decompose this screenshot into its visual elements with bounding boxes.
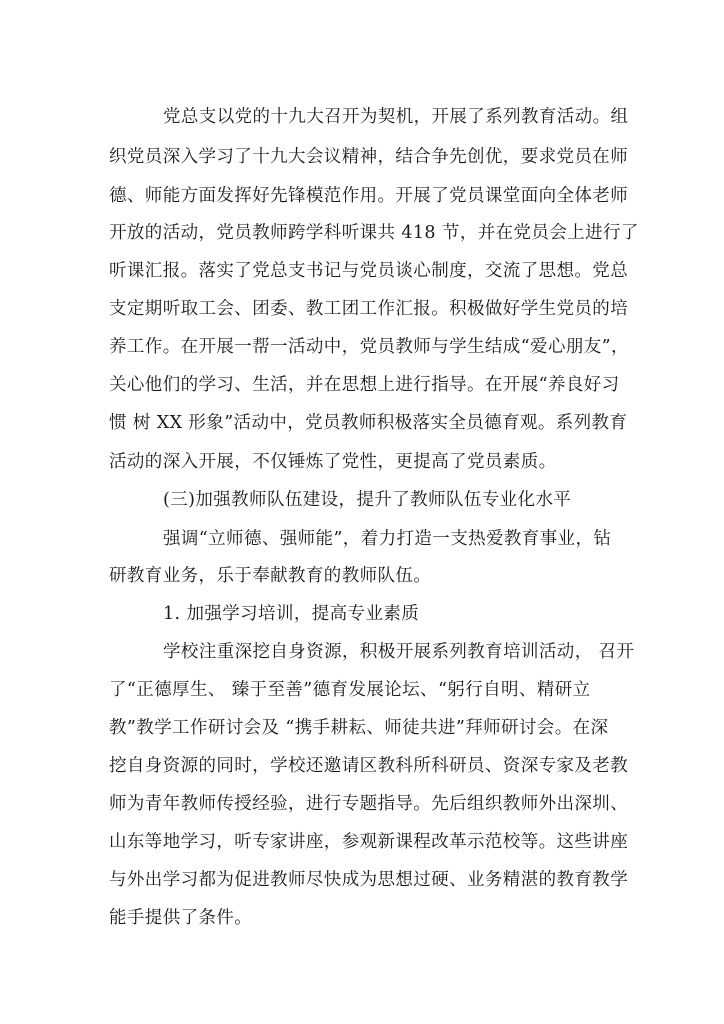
paragraph-2-line-2: 研教育业务，乐于奉献教育的教师队伍。 — [109, 566, 432, 586]
paragraph-3-line-1: 学校注重深挖自身资源，积极开展系列教育培训活动， 召开 — [163, 642, 635, 662]
paragraph-1-line-7: 养工作。在开展一帮一活动中，党员教师与学生结成“爱心朋友”， — [109, 337, 629, 357]
paragraph-1-line-9: 惯 树 XX 形象”活动中，党员教师积极落实全员德育观。系列教育 — [109, 413, 628, 433]
paragraph-1-line-3: 德、师能方面发挥好先锋模范作用。开展了党员课堂面向全体老师 — [109, 186, 629, 206]
paragraph-1-line-1: 党总支以党的十九大召开为契机，开展了系列教育活动。组 — [163, 107, 629, 127]
paragraph-1-line-8: 关心他们的学习、生活，并在思想上进行指导。在开展“养良好习 — [109, 375, 620, 395]
paragraph-3-line-7: 与外出学习都为促进教师尽快成为思想过硬、业务精湛的教育教学 — [109, 870, 629, 890]
paragraph-3-line-5: 师为青年教师传授经验，进行专题指导。先后组织教师外出深圳、 — [109, 794, 629, 814]
paragraph-1-line-4: 开放的活动，党员教师跨学科听课共 418 节，并在党员会上进行了 — [109, 223, 639, 243]
paragraph-2-line-1: 强调“立师德、强师能”，着力打造一支热爱教育事业，钻 — [163, 529, 612, 549]
paragraph-1-line-6: 支定期听取工会、团委、教工团工作汇报。积极做好学生党员的培 — [109, 299, 629, 319]
section-heading: (三)加强教师队伍建设，提升了教师队伍专业化水平 — [163, 490, 572, 510]
paragraph-3-line-3: 教”教学工作研讨会及 “携手耕耘、师徒共进”拜师研讨会。在深 — [109, 718, 609, 738]
subsection-heading: 1. 加强学习培训，提高专业素质 — [163, 604, 420, 624]
paragraph-1-line-2: 织党员深入学习了十九大会议精神，结合争先创优，要求党员在师 — [109, 147, 629, 167]
paragraph-1-line-10: 活动的深入开展，不仅锤炼了党性，更提高了党员素质。 — [109, 452, 557, 472]
paragraph-3-line-6: 山东等地学习，听专家讲座，参观新课程改革示范校等。这些讲座 — [109, 832, 629, 852]
paragraph-1-line-5: 听课汇报。落实了党总支书记与党员谈心制度，交流了思想。党总 — [109, 261, 629, 281]
paragraph-3-line-2: 了“正德厚生、 臻于至善”德育发展论坛、“躬行自明、精研立 — [109, 680, 591, 700]
paragraph-3-line-4: 挖自身资源的同时，学校还邀请区教科所科研员、资深专家及老教 — [109, 756, 629, 776]
paragraph-3-line-8: 能手提供了条件。 — [109, 908, 253, 928]
